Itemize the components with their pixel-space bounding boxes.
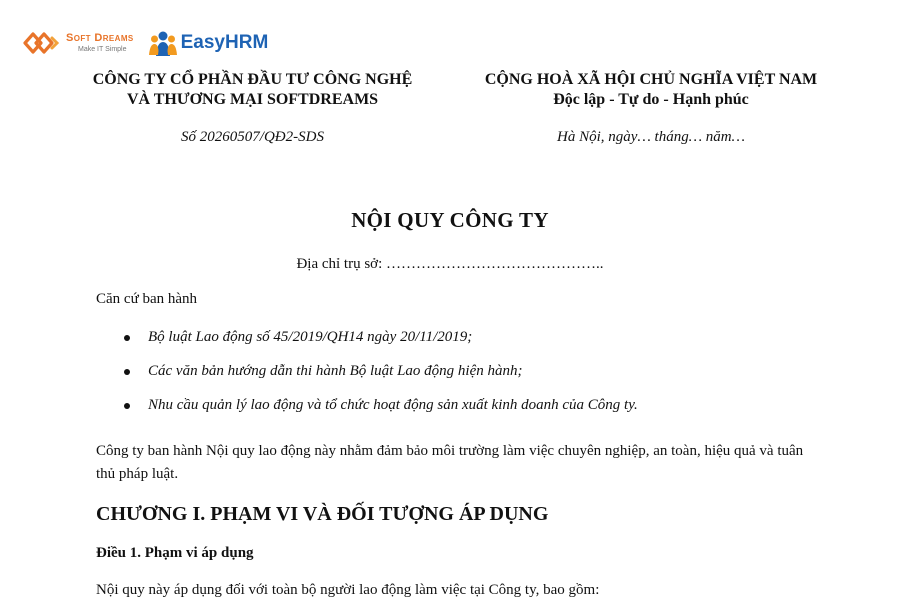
list-item <box>96 320 638 354</box>
company-name-line1: CÔNG TY CỔ PHẦN ĐẦU TƯ CÔNG NGHỆ <box>92 71 413 88</box>
nation-motto: Độc lập - Tự do - Hạnh phúc <box>553 91 749 108</box>
basis-list <box>96 320 638 422</box>
national-motto-block <box>455 70 847 110</box>
softdreams-logo <box>22 29 134 57</box>
article-text: Nội quy này áp dụng đối với toàn bộ người lao động làm việc tại Công ty, bao gồm: <box>96 582 600 598</box>
list-item <box>96 354 638 388</box>
basis-item-text: Bộ luật Lao động số 45/2019/QH14 ngày 20/11/2019; <box>148 329 473 345</box>
bullet-icon <box>124 403 130 409</box>
company-name-line2: VÀ THƯƠNG MẠI SOFTDREAMS <box>126 91 379 108</box>
nation-title: CỘNG HOÀ XÃ HỘI CHỦ NGHĨA VIỆT NAM <box>484 71 818 88</box>
chapter-heading: CHƯƠNG I. PHẠM VI VÀ ĐỐI TƯỢNG ÁP DỤNG <box>96 503 549 525</box>
softdreams-tagline: Make IT Simple <box>78 46 127 53</box>
softdreams-mark-icon <box>22 29 62 57</box>
basis-item-text: Nhu cầu quản lý lao động và tổ chức hoạt động sản xuất kinh doanh của Công ty. <box>148 397 638 413</box>
basis-label: Căn cứ ban hành <box>96 291 198 307</box>
list-item <box>96 388 638 422</box>
document-title: NỘI QUY CÔNG TY <box>351 208 549 232</box>
header-logos <box>22 28 268 58</box>
document-number: Số 20260507/QĐ2-SDS <box>181 129 324 145</box>
basis-item-text: Các văn bản hướng dẫn thi hành Bộ luật Lao động hiện hành; <box>148 363 523 379</box>
softdreams-name: Soft Dreams <box>66 32 134 44</box>
easyhrm-people-icon <box>148 29 178 57</box>
place-date: Hà Nội, ngày… tháng… năm… <box>557 129 745 145</box>
headquarters-address: Địa chỉ trụ sở: …………………………………….. <box>296 256 604 272</box>
bullet-icon <box>124 369 130 375</box>
easyhrm-logo <box>148 29 269 57</box>
bullet-icon <box>124 335 130 341</box>
article-heading: Điều 1. Phạm vi áp dụng <box>96 545 254 561</box>
intro-paragraph: Công ty ban hành Nội quy lao động này nhằm đảm bảo môi trường làm việc chuyên nghiệp, an toàn, hiệu quả và tuân thủ pháp luật. <box>96 443 804 482</box>
company-name-block <box>60 70 445 110</box>
easyhrm-name: EasyHRM <box>180 32 269 53</box>
